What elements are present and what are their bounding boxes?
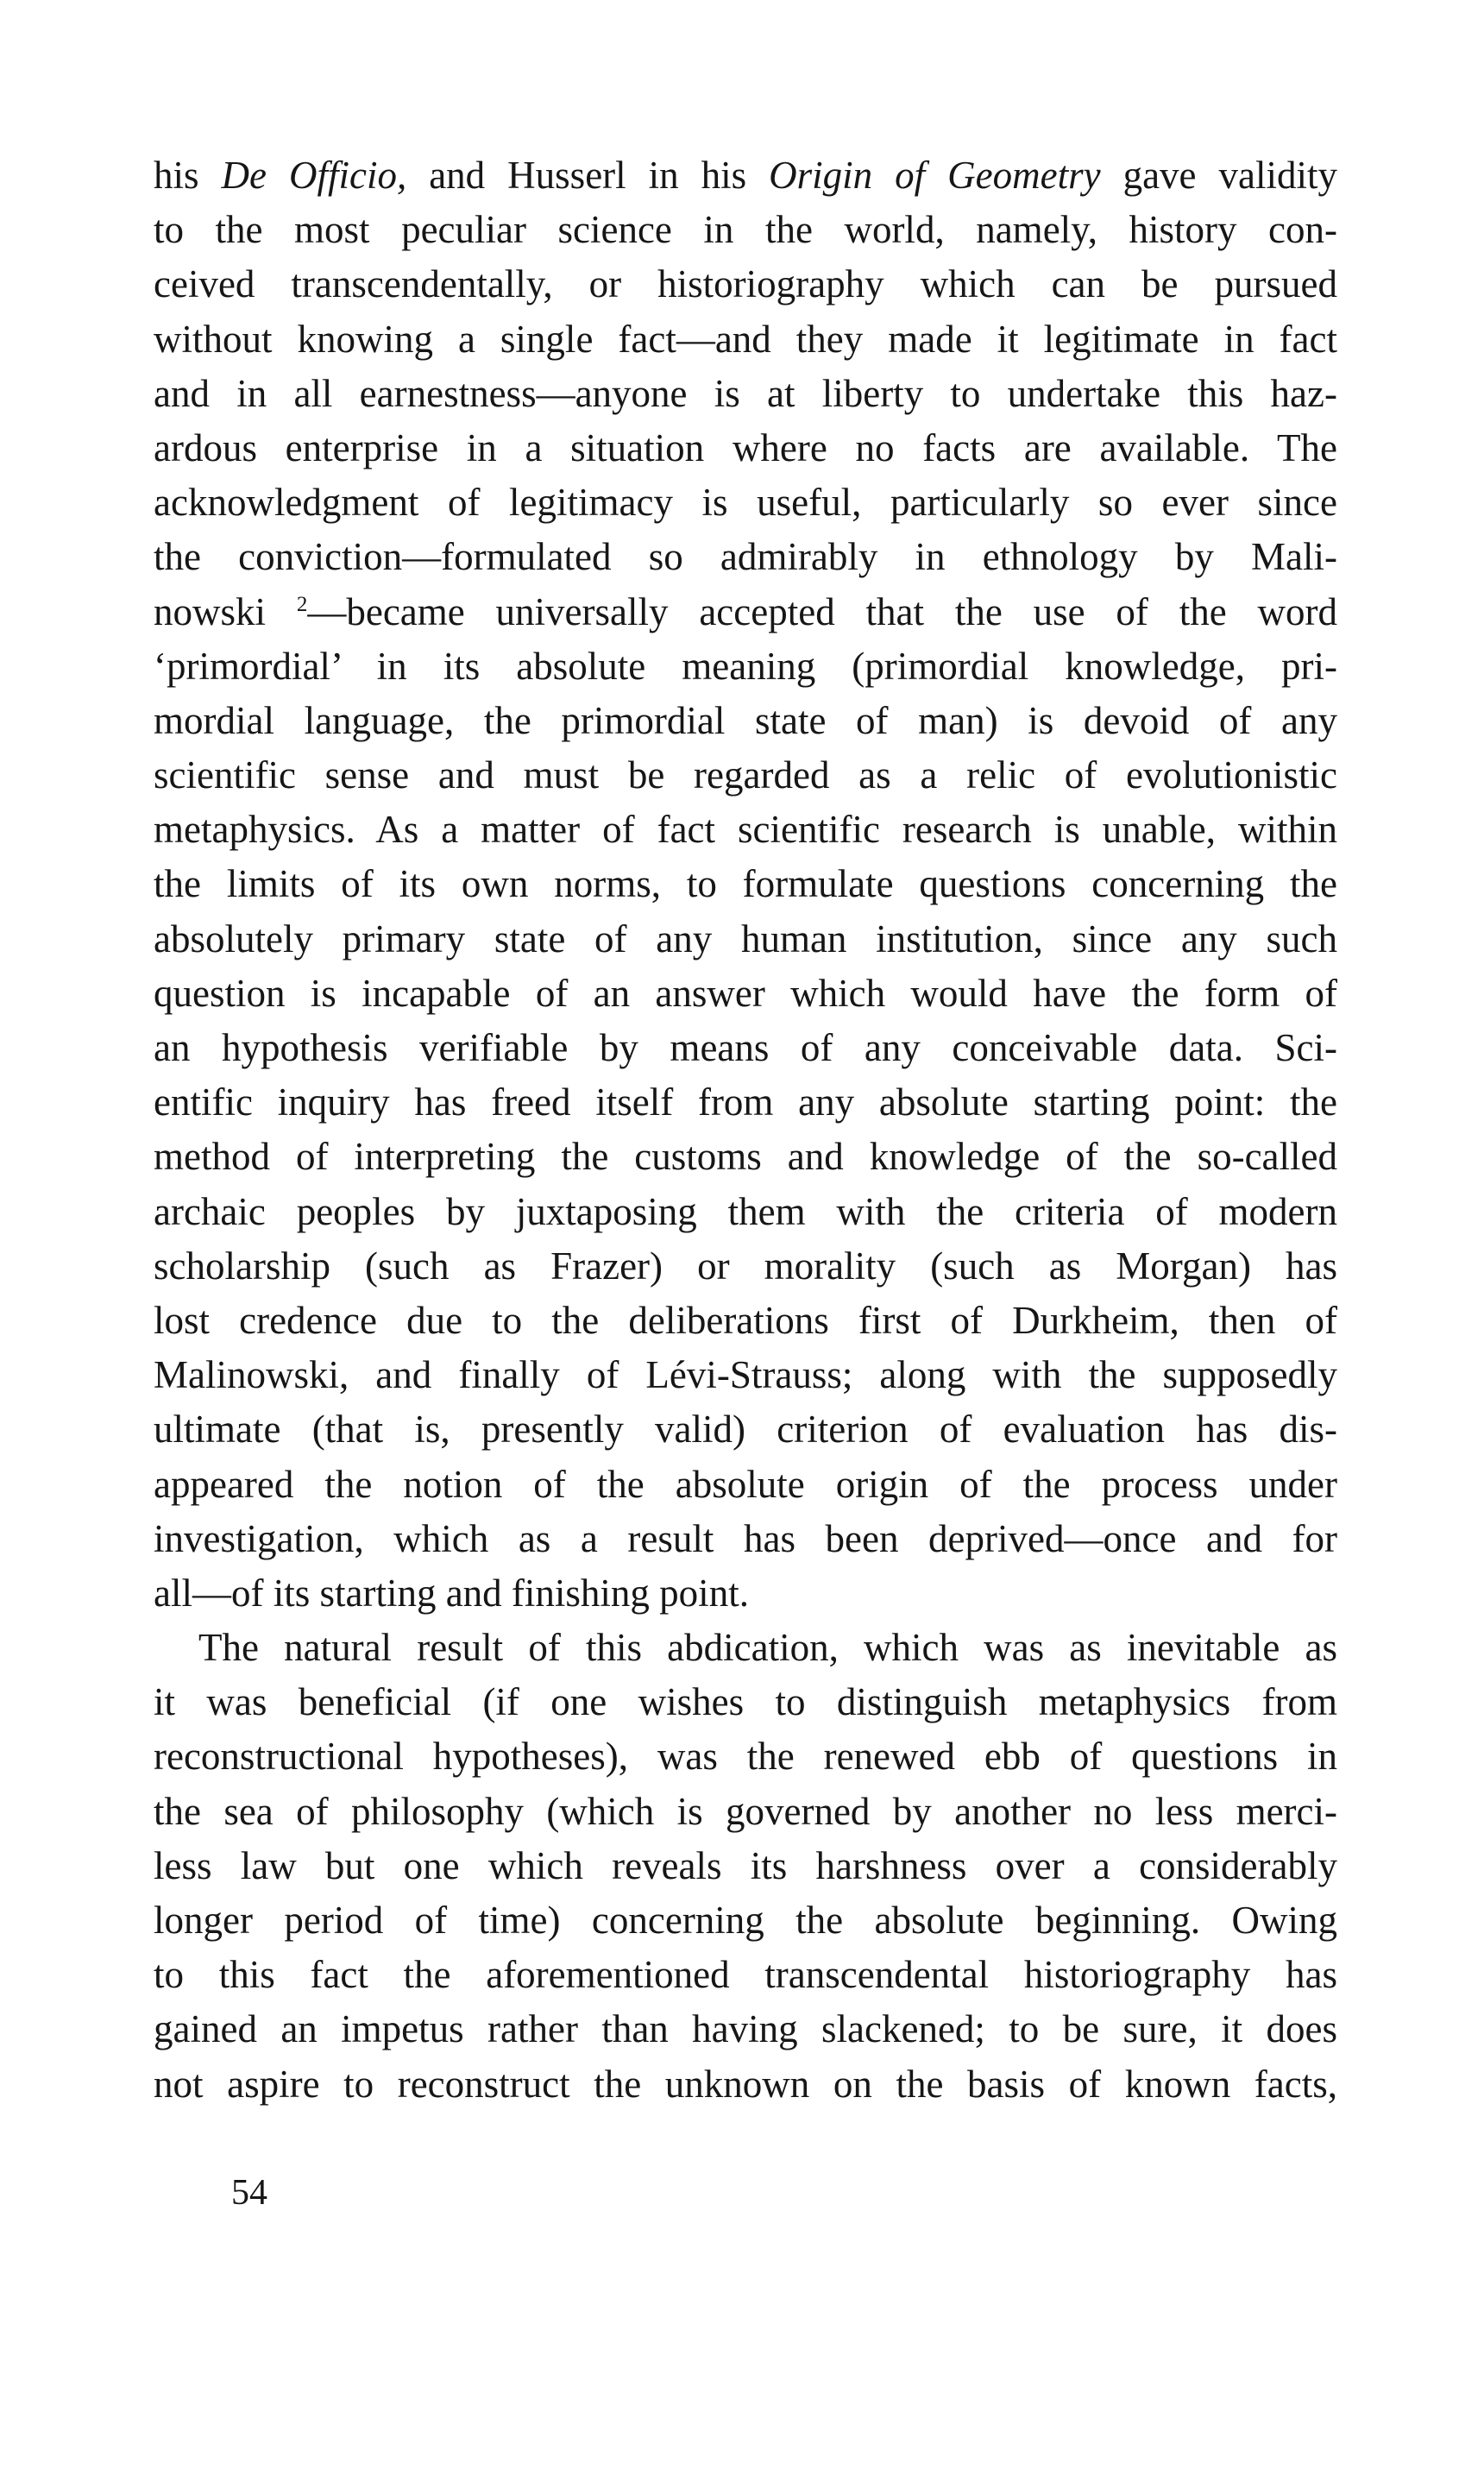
text-line: ceived transcendentally, or historiography which can be pursued	[154, 262, 1337, 306]
text-line: an hypothesis verifiable by means of any conceivable data. Sci-	[154, 1026, 1337, 1069]
text-run: nowski	[154, 589, 297, 633]
text-line: mordial language, the primordial state of man) is devoid of any	[154, 698, 1337, 742]
text-line: scientific sense and must be regarded as a relic of evolutionistic	[154, 753, 1337, 797]
text-line: lost credence due to the deliberations first of Durkheim, then of	[154, 1298, 1337, 1342]
text-line	[154, 585, 1337, 639]
text-run: his	[154, 154, 222, 197]
text-line: all—of its starting and finishing point.	[154, 1571, 749, 1615]
text-line: absolutely primary state of any human institution, since any such	[154, 916, 1337, 961]
body-text	[154, 148, 1337, 2112]
italic-title-origin-of-geometry: Origin of Geometry	[769, 154, 1101, 197]
text-line: the sea of philosophy (which is governed by another no less merci-	[154, 1789, 1337, 1833]
page-number: 54	[231, 2173, 267, 2213]
text-line: gained an impetus rather than having slackened; to be sure, it does	[154, 2007, 1337, 2051]
text-line: it was beneficial (if one wishes to distinguish metaphysics from	[154, 1680, 1337, 1724]
text-line: metaphysics. As a matter of fact scientific research is unable, within	[154, 808, 1337, 852]
footnote-reference: 2	[296, 592, 308, 616]
text-line: to the most peculiar science in the world, namely, history con-	[154, 208, 1337, 252]
text-run: gave validity	[1100, 154, 1338, 197]
text-run: The natural result of this abdication, which was as inevitable as	[198, 1626, 1337, 1670]
text-line: method of interpreting the customs and knowledge of the so-called	[154, 1135, 1337, 1179]
paragraph-2	[154, 1621, 1337, 2112]
text-line: ‘primordial’ in its absolute meaning (primordial knowledge, pri-	[154, 644, 1337, 688]
text-line: entific inquiry has freed itself from any absolute starting point: the	[154, 1080, 1337, 1124]
text-line: reconstructional hypotheses), was the renewed ebb of questions in	[154, 1735, 1337, 1779]
text-run: and Husserl in his	[406, 154, 770, 197]
text-line: Malinowski, and finally of Lévi-Strauss; along with the supposedly	[154, 1353, 1337, 1397]
italic-title-de-officio: De Officio,	[221, 154, 407, 197]
text-line: longer period of time) concerning the absolute beginning. Owing	[154, 1899, 1337, 1942]
text-line: ardous enterprise in a situation where no facts are available. The	[154, 425, 1337, 469]
text-line: less law but one which reveals its harshness over a considerably	[154, 1843, 1337, 1887]
text-line: the conviction—formulated so admirably in ethnology by Mali-	[154, 535, 1337, 579]
text-line: not aspire to reconstruct the unknown on the basis of known facts,	[154, 2062, 1337, 2106]
text-line: appeared the notion of the absolute origin of the process under	[154, 1462, 1337, 1506]
text-line: and in all earnestness—anyone is at liberty to undertake this haz-	[154, 371, 1337, 415]
text-line: investigation, which as a result has been deprived—once and for	[154, 1516, 1337, 1560]
text-line: question is incapable of an answer which would have the form of	[154, 971, 1337, 1015]
paragraph-1	[154, 148, 1337, 1621]
text-line	[154, 148, 1337, 203]
text-line: acknowledgment of legitimacy is useful, particularly so ever since	[154, 481, 1337, 525]
text-line: ultimate (that is, presently valid) criterion of evaluation has dis-	[154, 1408, 1337, 1452]
text-line: archaic peoples by juxtaposing them with the criteria of modern	[154, 1189, 1337, 1233]
text-run: —became universally accepted that the use of the word	[307, 589, 1337, 633]
text-line: scholarship (such as Frazer) or morality (such as Morgan) has	[154, 1244, 1337, 1288]
text-line: the limits of its own norms, to formulate questions concerning the	[154, 862, 1337, 906]
text-line: to this fact the aforementioned transcendental historiography has	[154, 1953, 1337, 1997]
text-line: without knowing a single fact—and they made it legitimate in fact	[154, 317, 1337, 361]
text-line	[154, 1621, 1337, 1675]
